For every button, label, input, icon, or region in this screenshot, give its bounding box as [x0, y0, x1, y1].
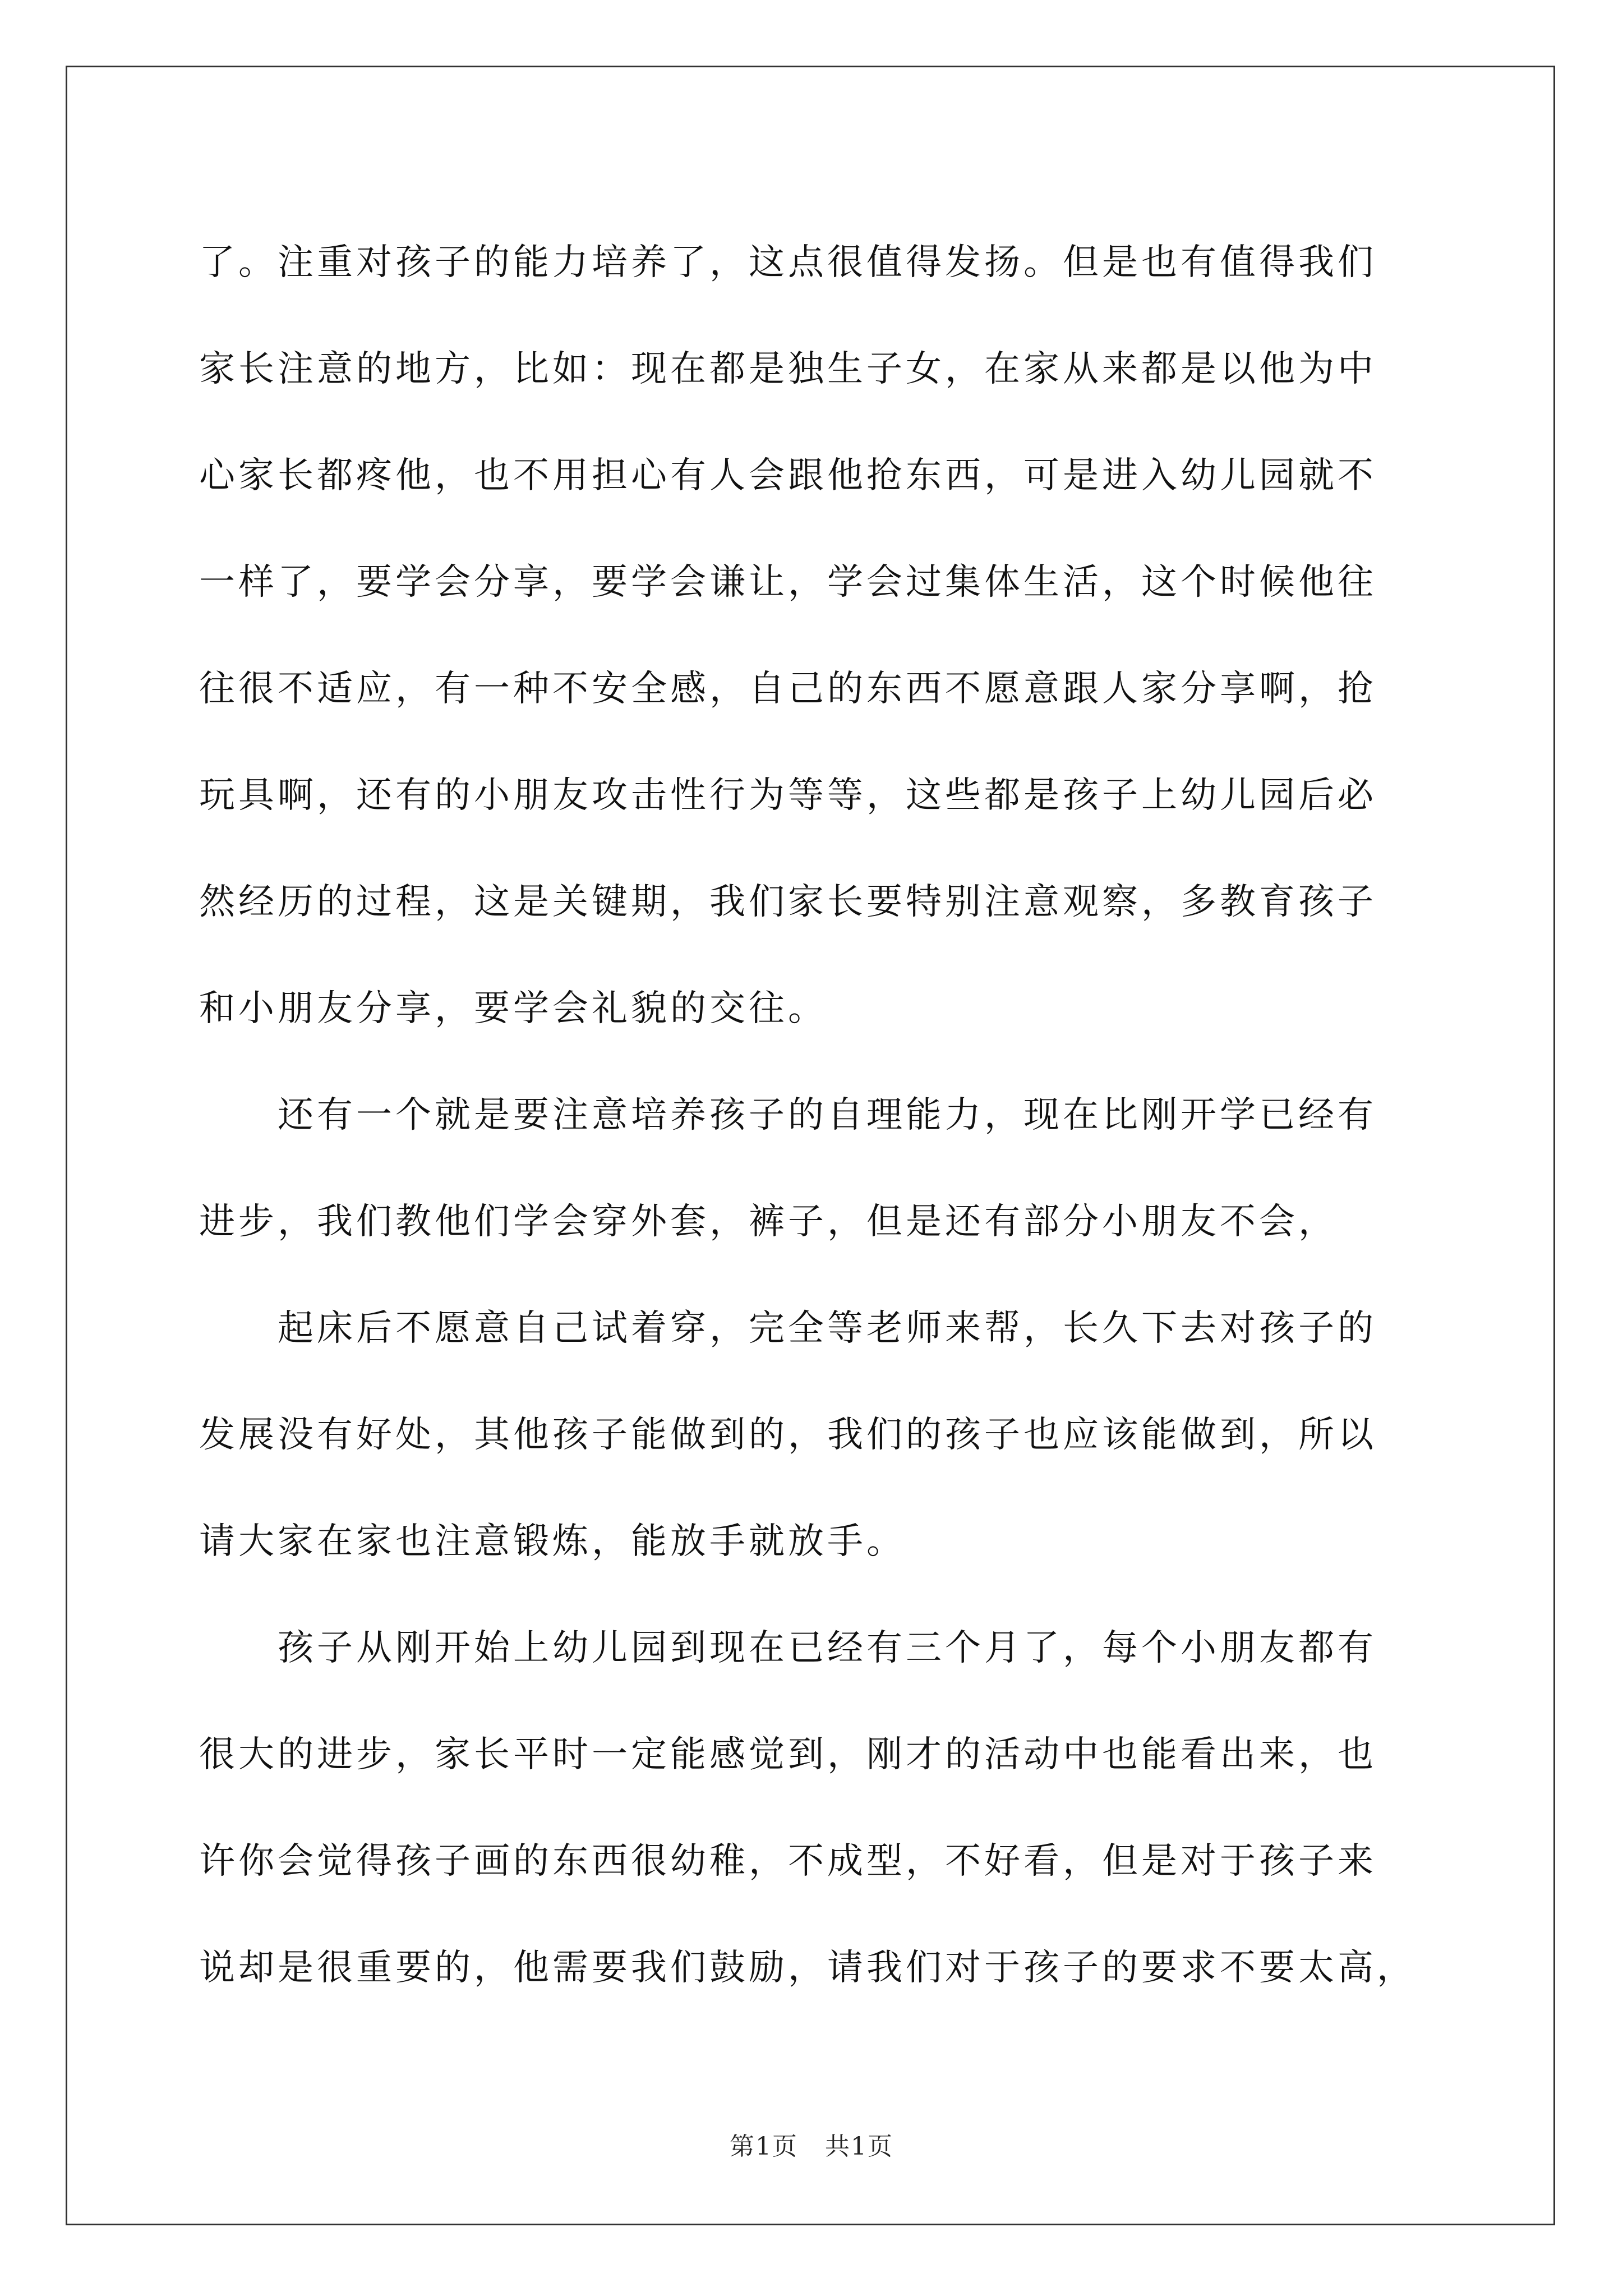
- text-line: 很大的进步，家长平时一定能感觉到，刚才的活动中也能看出来，也: [199, 1734, 1377, 1775]
- text-line: 请大家在家也注意锻炼，能放手就放手。: [199, 1521, 906, 1562]
- text-line: 起床后不愿意自己试着穿，完全等老师来帮，长久下去对孩子的: [278, 1308, 1377, 1349]
- text-line: 玩具啊，还有的小朋友攻击性行为等等，这些都是孩子上幼儿园后必: [199, 775, 1377, 816]
- text-line: 一样了，要学会分享，要学会谦让，学会过集体生活，这个时候他往: [199, 562, 1377, 603]
- text-line: 然经历的过程，这是关键期，我们家长要特别注意观察，多教育孩子: [199, 881, 1377, 923]
- text-line: 发展没有好处，其他孩子能做到的，我们的孩子也应该能做到，所以: [199, 1414, 1377, 1456]
- text-line: 和小朋友分享，要学会礼貌的交往。: [199, 988, 827, 1029]
- text-line: 家长注意的地方，比如：现在都是独生子女，在家从来都是以他为中: [199, 348, 1377, 390]
- text-line: 许你会觉得孩子画的东西很幼稚，不成型，不好看，但是对于孩子来: [199, 1841, 1377, 1882]
- page-footer: [0, 2126, 1623, 2162]
- text-line: 孩子从刚开始上幼儿园到现在已经有三个月了，每个小朋友都有: [278, 1627, 1377, 1669]
- text-line: 还有一个就是要注意培养孩子的自理能力，现在比刚开学已经有: [278, 1094, 1377, 1136]
- text-line: 心家长都疼他，也不用担心有人会跟他抢东西，可是进入幼儿园就不: [199, 455, 1377, 496]
- page-total: 共1页: [825, 2132, 893, 2161]
- page-number: 第1页: [730, 2132, 798, 2161]
- document-body: [199, 209, 1427, 2021]
- text-line: 说却是很重要的，他需要我们鼓励，请我们对于孩子的要求不要太高，: [199, 1947, 1416, 1989]
- text-line: 了。注重对孩子的能力培养了，这点很值得发扬。但是也有值得我们: [199, 242, 1377, 283]
- text-line: 往很不适应，有一种不安全感，自己的东西不愿意跟人家分享啊，抢: [199, 668, 1377, 710]
- text-line: 进步，我们教他们学会穿外套，裤子，但是还有部分小朋友不会，: [199, 1201, 1338, 1243]
